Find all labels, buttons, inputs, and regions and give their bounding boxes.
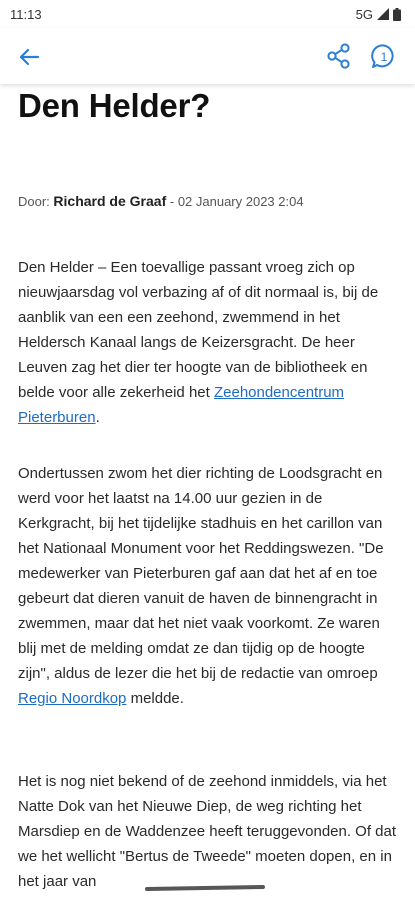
article-content[interactable] <box>0 84 415 900</box>
paragraph-text: Ondertussen zwom het dier richting de Loodsgracht en werd voor het laatst na 14.00 uur gezien in de Kerkgracht, bij het tijdelijke stadhuis en het carillon van het Nationaal Monument voor het Reddingswezen. "De medewerker van Pieterburen gaf aan dat het af en toe gebeurt dat dieren vanuit de haven de binnengracht in zwemmen, maar dat het niet vaak voorkomt. Ze waren blij met de melding omdat ze dan tijdig op de hoogte zijn", aldus de lezer die het bij de redactie van omroep <box>18 465 384 682</box>
paragraph-text: Het is nog niet bekend of de zeehond inmiddels, via het Natte Dok van het Nieuwe Diep, de weg richting het Marsdiep en de Waddenzee heeft teruggevonden. Of dat we het wellicht "Bertus de Tweede" moeten dopen, en in het jaar van <box>18 773 397 890</box>
share-icon <box>324 41 354 71</box>
back-button[interactable] <box>14 42 44 72</box>
status-icons <box>356 7 401 22</box>
article-paragraph <box>18 461 398 711</box>
network-type: 5G <box>355 6 373 22</box>
link-regio-noordkop[interactable]: Regio Noordkop <box>18 690 127 707</box>
byline-label: Door: <box>18 194 50 209</box>
status-bar <box>0 0 415 28</box>
article-paragraph <box>18 255 398 430</box>
paragraph-text: meldde. <box>126 690 184 707</box>
article-paragraph <box>18 769 398 894</box>
battery-icon <box>393 8 401 21</box>
signal-icon <box>377 8 389 20</box>
top-app-bar <box>0 28 415 84</box>
comments-count: 1 <box>380 50 388 64</box>
arrow-left-icon <box>14 42 44 72</box>
comment-bubble-icon <box>369 41 399 71</box>
paragraph-text: . <box>95 409 100 426</box>
article-meta <box>18 193 408 209</box>
meta-separator: - <box>166 194 178 209</box>
article-title: Den Helder? <box>18 87 211 124</box>
publish-date: 02 January 2023 2:04 <box>177 194 304 209</box>
status-time: 11:13 <box>10 6 42 22</box>
link-zeehondencentrum[interactable]: Zeehondencentrum Pieterburen <box>18 384 345 426</box>
paragraph-text: Den Helder – Een toevallige passant vroeg zich op nieuwjaarsdag vol verbazing af of dit normaal is, bij de aanblik van een een zeehond, zwemmend in het Heldersch Kanaal langs de Keizersgracht. De heer Leuven zag het dier ter hoogte van de bibliotheek en belde voor alle zekerheid het <box>18 259 379 401</box>
author-name[interactable]: Richard de Graaf <box>53 193 167 209</box>
comments-button[interactable] <box>369 41 399 71</box>
share-button[interactable] <box>324 41 354 71</box>
